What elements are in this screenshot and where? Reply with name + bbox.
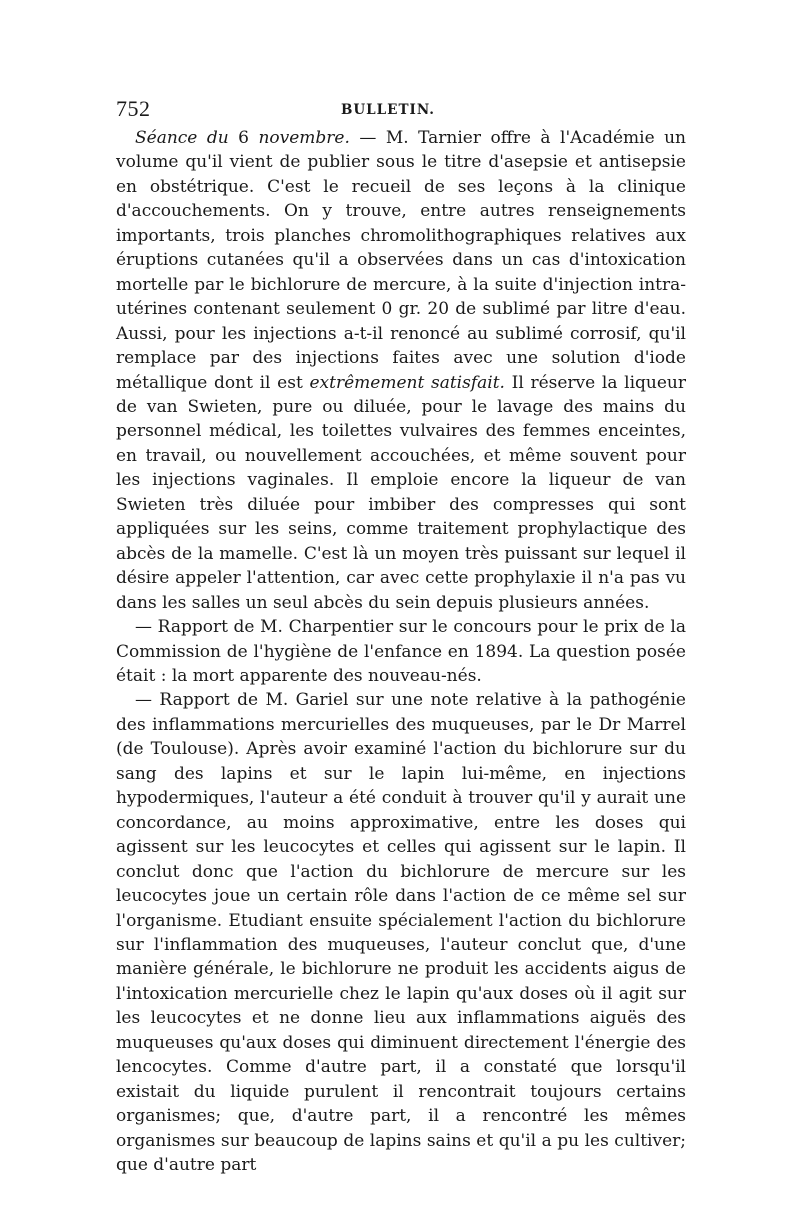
- paragraph-text: — M. Tarnier offre à l'Académie un volume qu'il vient de publier sous le titre d'asepsie et antisepsie en obstétrique. C'est le recueil de ses leçons à la clinique d'accouchements. On y trouve, entre autres renseignements importants, trois planches chromolithographiques relatives aux éruptions cutanées qu'il a observées dans un cas d'intoxication mortelle par le bichlorure de mercure, à la suite d'injection intra-utérines contenant seulement 0 gr. 20 de sublimé par litre d'eau. Aussi, pour les injections a-t-il renoncé au sublimé corrosif, qu'il remplace par des injections faites avec une solution d'iode métallique dont il est: [116, 128, 687, 393]
- paragraph-seance: [116, 126, 686, 615]
- paragraph-text: Il réserve la liqueur de van Swieten, pure ou diluée, pour le lavage des mains du personnel médical, les toilettes vulvaires des femmes enceintes, en travail, ou nouvellement accouchées, et même souvent pour les injections vaginales. Il emploie encore la liqueur de van Swieten très diluée pour imbiber des compresses qui sont appliquées sur les seins, comme traitement prophylactique des abcès de la mamelle. C'est là un moyen très puissant sur lequel il désire appeler l'attention, car avec cette prophylaxie il n'a pas vu dans les salles un seul abcès du sein depuis plusieurs années.: [116, 372, 686, 613]
- session-day: 6: [228, 128, 259, 148]
- session-month: novembre.: [258, 128, 350, 148]
- running-title: BULLETIN.: [341, 102, 435, 118]
- paragraph-charpentier-report: — Rapport de M. Charpentier sur le concours pour le prix de la Commission de l'hygiène de l'enfance en 1894. La question posée était : la mort apparente des nouveau-nés.: [116, 617, 686, 686]
- page-number: 752: [116, 96, 151, 121]
- paragraph-gariel-report: — Rapport de M. Gariel sur une note relative à la pathogénie des inflammations mercurielles des muqueuses, par le Dr Marrel (de Toulouse). Après avoir examiné l'action du bichlorure sur du sang des lapins et sur le lapin lui-même, en injections hypodermiques, l'auteur a été conduit à trouver qu'il y aurait une concordance, au moins approximative, entre les doses qui agissent sur les leucocytes et celles qui agissent sur le lapin. Il conclut donc que l'action du bichlorure de mercure sur les leucocytes joue un certain rôle dans l'action de ce même sel sur l'organisme. Etudiant ensuite spécialement l'action du bichlorure sur l'inflammation des muqueuses, l'auteur conclut que, d'une manière générale, le bichlorure ne produit les accidents aigus de l'intoxication mercurielle chez le lapin qu'aux doses où il agit sur les leucocytes et ne donne lieu aux inflammations aiguës des muqueuses qu'aux doses qui diminuent directement l'énergie des lencocytes. Comme d'autre part, il a constaté que lorsqu'il existait du liquide purulent il rencontrait toujours certains organismes; que, d'autre part, il a rencontré les mêmes organismes sur beaucoup de lapins sains et qu'il a pu les cultiver; que d'autre part: [116, 690, 686, 1176]
- emphasis-text: extrêmement satisfait.: [309, 372, 505, 393]
- session-label: Séance du: [135, 128, 229, 148]
- page-header: [116, 96, 686, 126]
- body-text: [116, 126, 686, 1177]
